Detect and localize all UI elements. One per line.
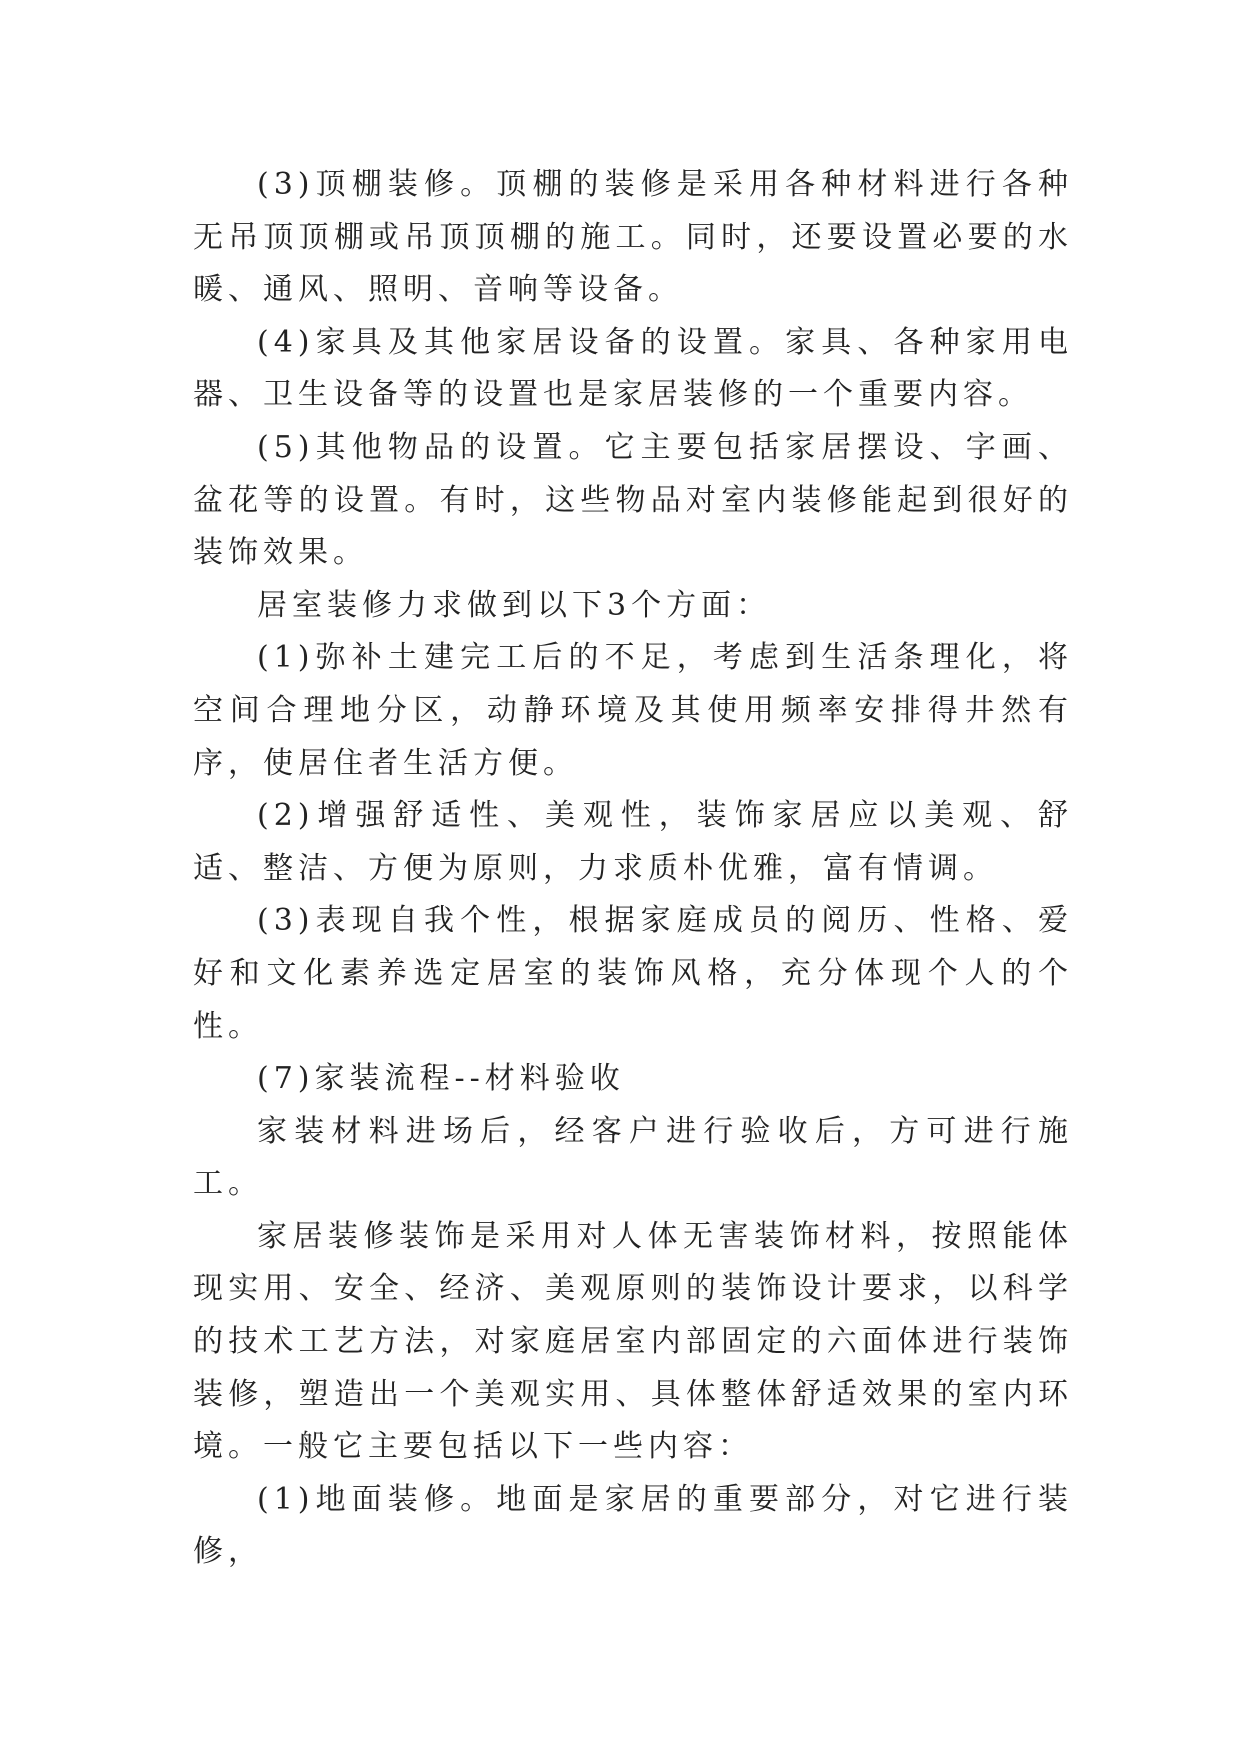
paragraph-decoration-definition: 家居装修装饰是采用对人体无害装饰材料，按照能体现实用、安全、经济、美观原则的装饰设计要求，以科学的技术工艺方法，对家庭居室内部固定的六面体进行装饰装修，塑造出一个美观实用、具体整体舒适效果的室内环境。一般它主要包括以下一些内容： [193, 1218, 1073, 1465]
paragraph-aspect-2: (2)增强舒适性、美观性，装饰家居应以美观、舒适、整洁、方便为原则，力求质朴优雅，富有情调。 [193, 798, 1073, 886]
paragraph-three-aspects-intro: 居室装修力求做到以下3个方面： [257, 587, 772, 623]
paragraph-material-acceptance: 家装材料进场后，经客户进行验收后，方可进行施工。 [193, 1113, 1073, 1202]
paragraph-other-items: (5)其他物品的设置。它主要包括家居摆设、字画、盆花等的设置。有时，这些物品对室内装修能起到很好的装饰效果。 [193, 429, 1073, 571]
paragraph-ceiling-decoration: (3)顶棚装修。顶棚的装修是采用各种材料进行各种无吊顶顶棚或吊顶顶棚的施工。同时，还要设置必要的水暖、通风、照明、音响等设备。 [193, 167, 1073, 308]
paragraph-process-heading: (7)家装流程--材料验收 [257, 1061, 625, 1097]
paragraph-aspect-3: (3)表现自我个性，根据家庭成员的阅历、性格、爱好和文化素养选定居室的装饰风格，充分体现个人的个性。 [193, 903, 1073, 1044]
paragraph-furniture-setup: (4)家具及其他家居设备的设置。家具、各种家用电器、卫生设备等的设置也是家居装修的一个重要内容。 [193, 324, 1073, 413]
document-body [193, 159, 1073, 1579]
paragraph-floor-decoration: (1)地面装修。地面是家居的重要部分，对它进行装修， [193, 1481, 1073, 1570]
paragraph-aspect-1: (1)弥补土建完工后的不足，考虑到生活条理化，将空间合理地分区，动静环境及其使用频率安排得井然有序，使居住者生活方便。 [193, 640, 1073, 781]
